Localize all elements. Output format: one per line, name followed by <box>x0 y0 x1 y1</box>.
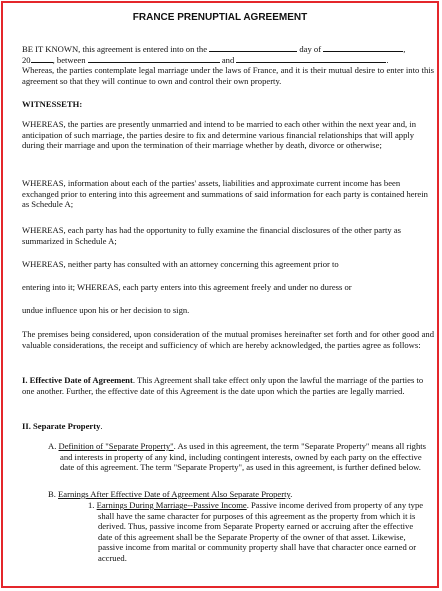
item-title: Earnings After Effective Date of Agreement Also Separate Property <box>58 489 291 499</box>
whereas-paragraph: WHEREAS, each party has had the opportunity to fully examine the financial disclosures of the other party as summarized in Schedule A; <box>22 225 401 246</box>
intro-text-b: day of <box>299 44 322 54</box>
year-prefix: 20 <box>22 55 31 65</box>
section-text: . This Agreement shall take effect only upon the lawful the marriage of the parties to one another. Further, the effective date of this Agreement is the date upon which the parties are legally married. <box>22 375 424 396</box>
whereas-paragraph: WHEREAS, neither party has consulted with an attorney concerning this agreement prior to <box>22 259 339 269</box>
section-heading: II. Separate Property <box>22 421 101 431</box>
whereas-paragraph: WHEREAS, the parties are presently unmarried and intend to be married to each other within the next year and, in anticipation of such marriage, the parties desire to fix and determine various financial relationships that will apply during their marriage and upon the termination of their marriage whether by death, divorce or otherwise; <box>22 119 416 151</box>
intro-line-2: 20 , between and . <box>22 55 389 65</box>
item-title: Definition of "Separate Property" <box>58 441 174 451</box>
document-title: FRANCE PRENUPTIAL AGREEMENT <box>132 12 308 23</box>
item-label: 1. <box>88 500 95 510</box>
item-title: Earnings During Marriage--Passive Income <box>96 500 247 510</box>
year-blank[interactable] <box>31 54 53 63</box>
between-text: , between <box>52 55 86 65</box>
list-item-b: B. Earnings After Effective Date of Agreement Also Separate Property. <box>48 489 293 499</box>
item-label: A. <box>48 441 57 451</box>
document-page <box>1 1 439 588</box>
section-effective-date <box>22 375 434 396</box>
intro-text-a: BE IT KNOWN, this agreement is entered into on the <box>22 44 208 54</box>
section-heading: I. Effective Date of Agreement <box>22 375 133 385</box>
list-item-a <box>48 441 428 473</box>
item-text: . Passive income derived from property of any type shall have the same character for purposes of this agreement as the property from which it is derived. Thus, passive income from Separate Property earned or accruing after the effective date of this agreement shall be the Separate Property of the owner of that asset. Likewise, passive income from marital or community property shall have that character once earned or accrued. <box>98 500 424 563</box>
premises-paragraph: The premises being considered, upon consideration of the mutual promises hereinafter set forth and for other good and valuable considerations, the receipt and sufficiency of which are hereby acknowledged, the parties agree as follows: <box>22 329 434 350</box>
item-text: . As used in this agreement, the term "Separate Property" means all rights and interests in property of any kind, including contingent interests, owned by each party on the effective date of this agreement. The term "Separate Property", as used in this agreement, is further defined below. <box>60 441 426 473</box>
whereas-paragraph: entering into it; WHEREAS, each party enters into this agreement freely and under no duress or <box>22 282 352 292</box>
intro-whereas: Whereas, the parties contemplate legal marriage under the laws of France, and it is their mutual desire to enter into this agreement so that they will continue to own and control their own property. <box>22 65 434 86</box>
party2-blank[interactable] <box>236 54 386 63</box>
section-separate-property: II. Separate Property. <box>22 421 103 431</box>
intro-line-1: BE IT KNOWN, this agreement is entered into on the day of , <box>22 44 406 54</box>
party1-blank[interactable] <box>88 54 220 63</box>
whereas-paragraph: undue influence upon his or her decision to sign. <box>22 305 190 315</box>
date-blank[interactable] <box>209 43 297 52</box>
item-label: B. <box>48 489 56 499</box>
whereas-paragraph: WHEREAS, information about each of the parties' assets, liabilities and approximate current income has been exchanged prior to entering into this agreement and summations of said information for each party is contained herein as Schedule A; <box>22 178 428 210</box>
day-blank[interactable] <box>323 43 403 52</box>
witnesseth-heading: WITNESSETH: <box>22 99 83 109</box>
list-item-1 <box>88 500 426 564</box>
and-text: and <box>221 55 235 65</box>
